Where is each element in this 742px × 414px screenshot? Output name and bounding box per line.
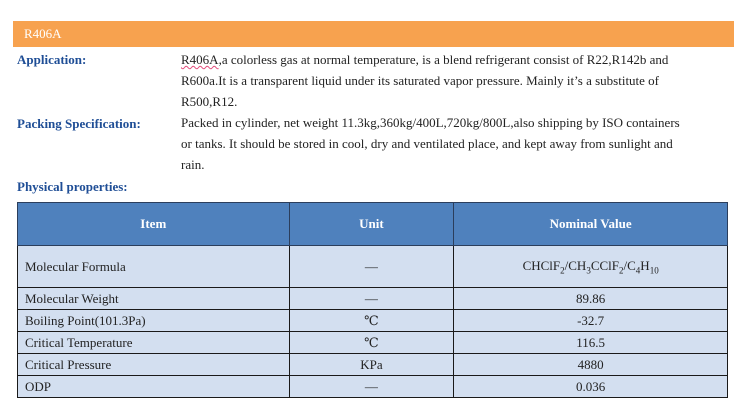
unit-cell: ℃ bbox=[289, 332, 454, 354]
unit-cell: KPa bbox=[289, 354, 454, 376]
unit-cell: — bbox=[289, 246, 454, 288]
molecular-formula-cell: $CHClF_2/CH_3CClF_2/C_4H_{10}$ bbox=[454, 246, 728, 288]
packing-text bbox=[181, 112, 728, 175]
table-row bbox=[18, 376, 728, 398]
unit-cell: — bbox=[289, 376, 454, 398]
item-cell: ODP bbox=[18, 376, 290, 398]
application-label: Application: bbox=[17, 52, 87, 67]
table-row bbox=[18, 288, 728, 310]
item-cell: Critical Temperature bbox=[18, 332, 290, 354]
table-header-row bbox=[18, 203, 728, 246]
packing-line-2: or tanks. It should be stored in cool, dry and ventilated place, and kept away from sunlight and bbox=[181, 136, 673, 151]
application-line-1: ,a colorless gas at normal temperature, is a blend refrigerant consist of R22,R142b and bbox=[218, 52, 669, 67]
column-header-value: Nominal Value bbox=[454, 203, 728, 246]
value-cell: 89.86 bbox=[454, 288, 728, 310]
properties-table bbox=[17, 202, 728, 398]
value-cell: 0.036 bbox=[454, 376, 728, 398]
application-line-3: R500,R12. bbox=[181, 94, 238, 109]
header-bar bbox=[13, 21, 734, 47]
value-cell: 4880 bbox=[454, 354, 728, 376]
unit-cell: ℃ bbox=[289, 310, 454, 332]
physical-properties-label: Physical properties: bbox=[17, 179, 128, 194]
table-row bbox=[18, 354, 728, 376]
table-row bbox=[18, 246, 728, 288]
item-cell: Molecular Weight bbox=[18, 288, 290, 310]
column-header-item: Item bbox=[18, 203, 290, 246]
packing-line-1: Packed in cylinder, net weight 11.3kg,360kg/400L,720kg/800L,also shipping by ISO containers bbox=[181, 115, 680, 130]
item-cell: Boiling Point(101.3Pa) bbox=[18, 310, 290, 332]
table-row bbox=[18, 332, 728, 354]
item-cell: Molecular Formula bbox=[18, 246, 290, 288]
table-row bbox=[18, 310, 728, 332]
column-header-unit: Unit bbox=[289, 203, 454, 246]
page-title: R406A bbox=[24, 26, 62, 41]
application-line-2: R600a.It is a transparent liquid under its saturated vapor pressure. Mainly it’s a substitute of bbox=[181, 73, 660, 88]
packing-line-3: rain. bbox=[181, 157, 205, 172]
product-name-link: R406A bbox=[181, 52, 219, 67]
application-text bbox=[181, 49, 728, 112]
value-cell: 116.5 bbox=[454, 332, 728, 354]
packing-label: Packing Specification: bbox=[17, 116, 141, 131]
item-cell: Critical Pressure bbox=[18, 354, 290, 376]
unit-cell: — bbox=[289, 288, 454, 310]
value-cell: -32.7 bbox=[454, 310, 728, 332]
